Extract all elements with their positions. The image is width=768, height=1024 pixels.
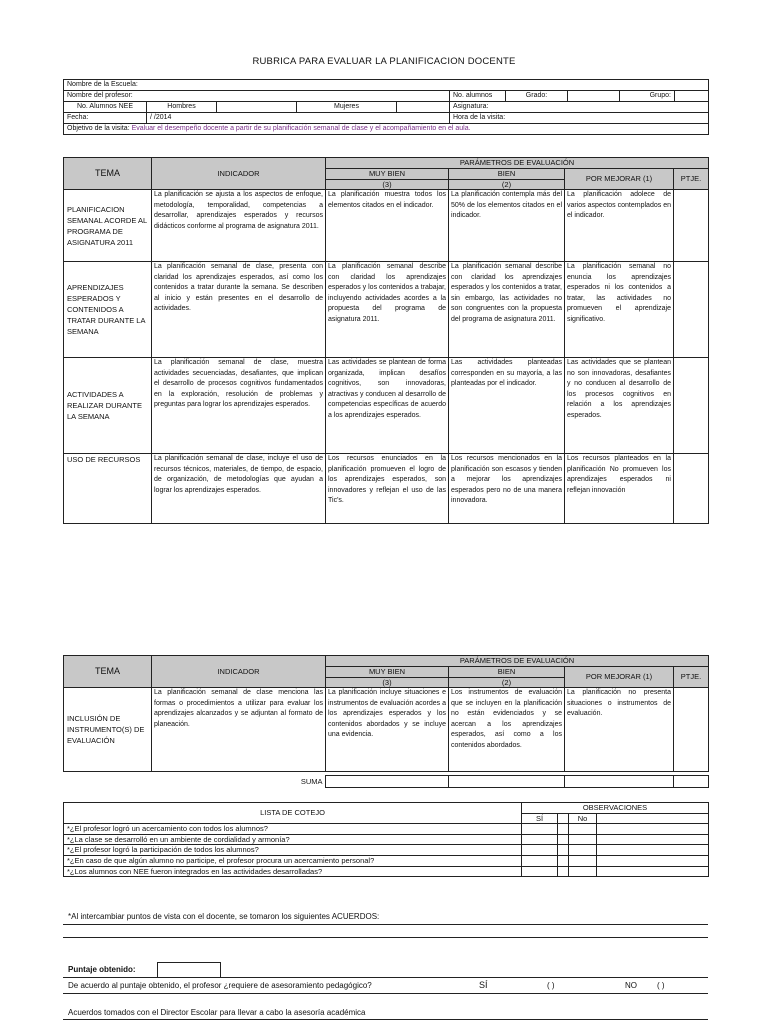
row-por-mejorar[interactable]: La planificación semanal no enuncia los aprendizajes esperados ni los contenidos a tratar, las actividades no promueven el aprendizaje significativo. (565, 262, 674, 358)
grado-value[interactable] (568, 91, 620, 102)
hombres-value[interactable] (217, 102, 297, 113)
rubric-table-2 (63, 655, 709, 772)
observaciones-header: OBSERVACIONES (522, 803, 709, 814)
objetivo-label: Objetivo de la visita: (67, 125, 130, 132)
row-muy-bien[interactable]: Las actividades se plantean de forma organizada, implican desafíos cognitivos, son innovadoras, atractivas y conducen al desarrollo de competencias específicas de acuerdo a los aprendizajes esperados. (326, 358, 449, 454)
puntaje-label: Puntaje obtenido: (68, 965, 136, 974)
grupo-field[interactable]: Grupo: (620, 91, 675, 102)
checklist-question: *¿La clase se desarrolló en un ambiente de cordialidad y armonía? (64, 834, 522, 845)
row-muy-bien[interactable]: La planificación muestra todos los elementos citados en el indicador. (326, 190, 449, 262)
header-parametros: PARÁMETROS DE EVALUACIÓN (326, 656, 709, 667)
list-item (64, 834, 709, 845)
director-line[interactable] (63, 1019, 708, 1020)
checklist-question: *¿En caso de que algún alumno no participe, el profesor procura un acercamiento personal? (64, 855, 522, 866)
row-por-mejorar[interactable]: Las actividades que se plantean no son innovadoras, desafiantes y no conducen al desarrollo de los procesos cognitivos en relación a los aprendizajes esperados. (565, 358, 674, 454)
hora-field[interactable]: Hora de la visita: (450, 113, 709, 124)
row-tema: APRENDIZAJES ESPERADOS Y CONTENIDOS A TRATAR DURANTE LA SEMANA (64, 262, 152, 358)
row-ptje[interactable] (674, 262, 709, 358)
header-ptje: PTJE. (674, 667, 709, 688)
checklist-observation[interactable] (597, 824, 709, 835)
row-ptje[interactable] (674, 454, 709, 524)
row-indicador: La planificación semanal de clase, muestra actividades secuenciadas, desafiantes, que implican el desarrollo de procesos cognitivos fundamentados en la exploración, resolución de problemas y preguntas para lograr los aprendizajes esperados. (152, 358, 326, 454)
row-ptje[interactable] (674, 190, 709, 262)
row-ptje[interactable] (674, 358, 709, 454)
row-indicador: La planificación se ajusta a los aspectos de enfoque, metodología, temporalidad, competencias a desarrollar, aprendizajes esperados y recursos didácticos conforme al programa de asignatura 2011. (152, 190, 326, 262)
checklist-si-cell[interactable] (522, 845, 558, 856)
row-tema: PLANIFICACION SEMANAL ACORDE AL PROGRAMA DE ASIGNATURA 2011 (64, 190, 152, 262)
row-indicador: La planificación semanal de clase menciona las formas o procedimientos a utilizar para evaluar los aprendizajes alcanzados y se adjuntan al formato de planeación. (152, 688, 326, 772)
page-title: RUBRICA PARA EVALUAR LA PLANIFICACION DOCENTE (252, 56, 516, 67)
si-option-box[interactable]: ( ) (547, 981, 555, 990)
alumnos-field[interactable]: No. alumnos (450, 91, 506, 102)
table-row (64, 262, 709, 358)
list-item (64, 866, 709, 877)
row-bien[interactable]: Los recursos mencionados en la planificación son escasos y tienden a mejorar los aprendizajes esperados pero no de una manera innovadora. (449, 454, 565, 524)
profesor-field[interactable]: Nombre del profesor: (64, 91, 450, 102)
acuerdos-label: *Al intercambiar puntos de vista con el docente, se tomaron los siguientes ACUERDOS: (68, 912, 380, 921)
hombres-label: Hombres (147, 102, 217, 113)
checklist-no-cell[interactable] (569, 824, 597, 835)
list-item (64, 845, 709, 856)
header-tema: TEMA (64, 158, 152, 190)
row-bien[interactable]: La planificación contempla más del 50% de los elementos citados en el indicador. (449, 190, 565, 262)
header-indicador: INDICADOR (152, 158, 326, 190)
checklist-question: *¿El profesor logró la participación de todos los alumnos? (64, 845, 522, 856)
acuerdos-line-2[interactable] (63, 937, 708, 938)
grado-field[interactable]: Grado: (506, 91, 568, 102)
row-tema: USO DE RECURSOS (64, 454, 152, 524)
row-muy-bien[interactable]: La planificación incluye situaciones e instrumentos de evaluación acordes a los aprendizajes esperados y los contenidos abordados y se incluye una evidencia. (326, 688, 449, 772)
suma-muy-bien[interactable] (325, 776, 448, 788)
header-muy-bien: MUY BIEN (326, 667, 449, 678)
list-item (64, 855, 709, 866)
table-row (64, 688, 709, 772)
list-item (64, 824, 709, 835)
header-muy-bien-pts: (3) (326, 179, 449, 190)
no-option-label: NO (625, 981, 637, 990)
asesoramiento-question: De acuerdo al puntaje obtenido, el profesor ¿requiere de asesoramiento pedagógico? (68, 981, 372, 990)
grupo-value[interactable] (675, 91, 709, 102)
row-muy-bien[interactable]: La planificación semanal describe con claridad los aprendizajes esperados y los contenidos a trabajar, incluyendo actividades acordes a la propuesta del programa de asignatura 2011. (326, 262, 449, 358)
info-table (63, 79, 709, 135)
table-row (64, 190, 709, 262)
suma-ptje[interactable] (673, 776, 708, 788)
suma-row (237, 775, 709, 788)
row-por-mejorar[interactable]: La planificación adolece de varios aspectos contemplados en el indicador. (565, 190, 674, 262)
fecha-value[interactable]: / /2014 (147, 113, 450, 124)
mujeres-value[interactable] (397, 102, 450, 113)
checklist-no-cell[interactable] (569, 866, 597, 877)
suma-por-mejorar[interactable] (564, 776, 673, 788)
suma-bien[interactable] (448, 776, 564, 788)
table-row (64, 358, 709, 454)
separator (63, 993, 708, 994)
row-bien[interactable]: La planificación semanal describe con claridad los aprendizajes esperados y los contenidos a tratar, sin embargo, las actividades no son congruentes con la propuesta del programa de asignatura 2011. (449, 262, 565, 358)
asignatura-field[interactable]: Asignatura: (450, 102, 709, 113)
checklist-no-cell[interactable] (569, 845, 597, 856)
checklist-si-cell[interactable] (522, 866, 558, 877)
header-bien: BIEN (449, 667, 565, 678)
checklist-observation[interactable] (597, 866, 709, 877)
row-bien[interactable]: Los instrumentos de evaluación que se incluyen en la planificación no están evidenciados y se acercan a los aprendizajes esperados, así como a los contenidos abordados. (449, 688, 565, 772)
director-label: Acuerdos tomados con el Director Escolar para llevar a cabo la asesoría académica (68, 1008, 366, 1017)
header-bien-pts: (2) (449, 677, 565, 688)
rubric-table-1 (63, 157, 709, 524)
checklist-si-cell[interactable] (522, 824, 558, 835)
row-por-mejorar[interactable]: La planificación no presenta situaciones o instrumentos de evaluación. (565, 688, 674, 772)
fecha-label: Fecha: (64, 113, 147, 124)
checklist-si-cell[interactable] (522, 834, 558, 845)
checklist-si-cell[interactable] (522, 855, 558, 866)
row-por-mejorar[interactable]: Los recursos planteados en la planificación No promueven los aprendizajes esperados ni reflejan innovación (565, 454, 674, 524)
header-parametros: PARÁMETROS DE EVALUACIÓN (326, 158, 709, 169)
row-indicador: La planificación semanal de clase, presenta con claridad los aprendizajes esperados, así como los contenidos a tratar durante la semana. Se describen al inicio y están presentes en el desarrollo de actividades. (152, 262, 326, 358)
checklist-observation[interactable] (597, 845, 709, 856)
row-ptje[interactable] (674, 688, 709, 772)
header-indicador: INDICADOR (152, 656, 326, 688)
separator (63, 977, 708, 978)
header-bien-pts: (2) (449, 179, 565, 190)
header-ptje: PTJE. (674, 169, 709, 190)
escuela-field[interactable]: Nombre de la Escuela: (64, 80, 709, 91)
puntaje-input[interactable] (157, 962, 221, 978)
nee-label: No. Alumnos NEE (64, 102, 147, 113)
mujeres-label: Mujeres (297, 102, 397, 113)
no-header: No (569, 813, 597, 824)
checklist-observation[interactable] (597, 834, 709, 845)
checklist-no-cell[interactable] (569, 855, 597, 866)
header-bien: BIEN (449, 169, 565, 180)
header-tema: TEMA (64, 656, 152, 688)
no-option-box[interactable]: ( ) (657, 981, 665, 990)
row-muy-bien[interactable]: Los recursos enunciados en la planificación promueven el logro de los aprendizajes esperados, son innovadores y reflejan el uso de las Tic's. (326, 454, 449, 524)
checklist-no-cell[interactable] (569, 834, 597, 845)
acuerdos-line-1[interactable] (63, 924, 708, 925)
header-por-mejorar: POR MEJORAR (1) (565, 169, 674, 190)
row-tema: ACTIVIDADES A REALIZAR DURANTE LA SEMANA (64, 358, 152, 454)
checklist-title: LISTA DE COTEJO (64, 803, 522, 824)
row-indicador: La planificación semanal de clase, incluye el uso de recursos técnicos, materiales, de tiempo, de espacio, de organización, de metodologías que ayudan a lograr los aprendizajes esperados. (152, 454, 326, 524)
checklist-question: *¿El profesor logró un acercamiento con todos los alumnos? (64, 824, 522, 835)
row-bien[interactable]: Las actividades planteadas corresponden en su mayoría, a las planteadas por el indicador. (449, 358, 565, 454)
checklist-question: *¿Los alumnos con NEE fueron integrados en las actividades desarrolladas? (64, 866, 522, 877)
suma-label: SUMA (237, 776, 325, 788)
si-header: SÍ (522, 813, 558, 824)
header-muy-bien-pts: (3) (326, 677, 449, 688)
header-por-mejorar: POR MEJORAR (1) (565, 667, 674, 688)
header-muy-bien: MUY BIEN (326, 169, 449, 180)
si-option-label: SÍ (479, 980, 488, 990)
checklist-table (63, 802, 709, 877)
checklist-observation[interactable] (597, 855, 709, 866)
row-tema: INCLUSIÓN DE INSTRUMENTO(S) DE EVALUACIÓN (64, 688, 152, 772)
table-row (64, 454, 709, 524)
objetivo-value: Evaluar el desempeño docente a partir de su planificación semanal de clase y el acompañamiento en el aula. (131, 125, 471, 132)
